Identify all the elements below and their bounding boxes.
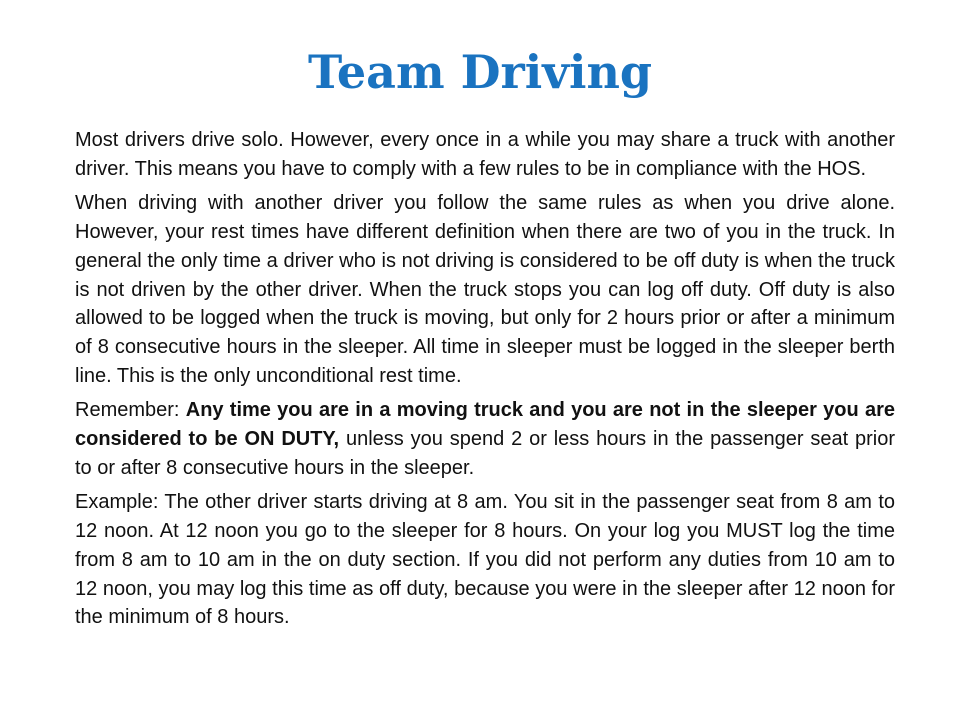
slide-body [75,126,895,638]
remember-tail: unless you spend 2 or less hours in the passenger seat prior to or after 8 consecutive hours in the sleeper. [75,428,895,479]
paragraph-remember [75,396,895,482]
paragraph-intro: Most drivers drive solo. However, every once in a while you may share a truck with another driver. This means you have to comply with a few rules to be in compliance with the HOS. [75,129,895,180]
slide-title: Team Driving [307,45,653,99]
remember-emphasis: Any time you are in a moving truck and you are not in the sleeper you are considered to be ON DUTY, [75,399,896,451]
paragraph-rules: When driving with another driver you follow the same rules as when you drive alone. However, your rest times have different definition when there are two of you in the truck. In general the only time a driver who is not driving is considered to be off duty is when the truck is not driven by the other driver. When the truck stops you can log off duty. Off duty is also allowed to be logged when the truck is moving, but only for 2 hours prior or after a minimum of 8 consecutive hours in the sleeper. All time in sleeper must be logged in the sleeper berth line. This is the only unconditional rest time. [75,192,895,387]
remember-lead: Remember: [75,399,186,422]
paragraph-example: Example: The other driver starts driving at 8 am. You sit in the passenger seat from 8 am to 12 noon. At 12 noon you go to the sleeper for 8 hours. On your log you MUST log the time from 8 am to 10 am in the on duty section. If you did not perform any duties from 10 am to 12 noon, you may log this time as off duty, because you were in the sleeper after 12 noon for the minimum of 8 hours. [75,491,895,629]
